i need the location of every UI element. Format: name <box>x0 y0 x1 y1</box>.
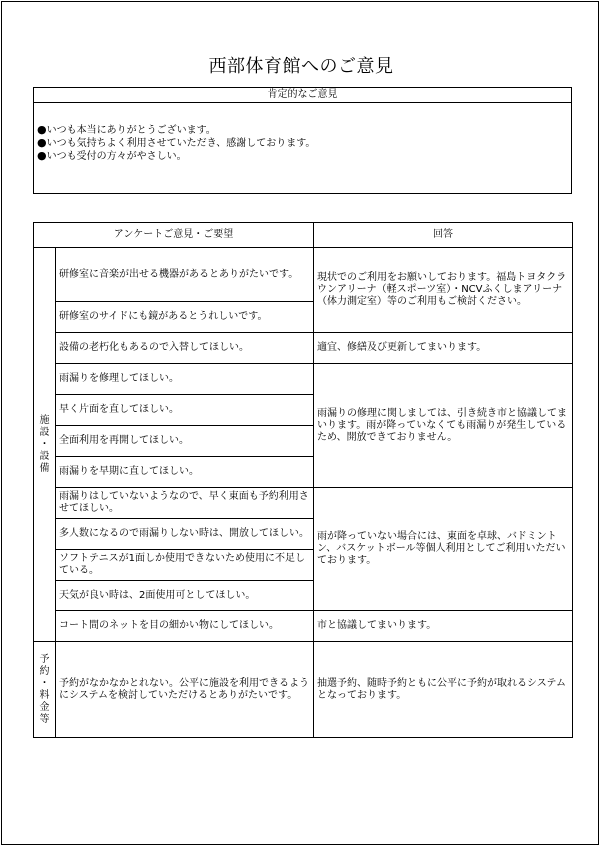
positive-feedback-header: 肯定的なご意見 <box>34 88 571 103</box>
request-cell: 天気が良い時は、2面使用可としてほしい。 <box>56 581 314 611</box>
answer-cell: 雨が降っていない場合には、東面を卓球、バドミントン、バスケットボール等個人利用としてご利用いただいております。 <box>314 488 573 611</box>
positive-feedback-list <box>34 103 571 163</box>
request-cell: 雨漏りはしていないようなので、早く東面も予約利用させてほしい。 <box>56 488 314 519</box>
request-cell: 雨漏りを修理してほしい。 <box>56 364 314 395</box>
table-row <box>34 611 573 642</box>
request-cell: 研修室に音楽が出せる機器があるとありがたいです。 <box>56 248 314 302</box>
positive-feedback-text: いつも受付の方々がやさしい。 <box>46 151 187 162</box>
positive-feedback-item <box>37 124 571 137</box>
request-cell: 設備の老朽化もあるので入替してほしい。 <box>56 333 314 364</box>
table-row <box>34 333 573 364</box>
positive-feedback-item <box>37 137 571 150</box>
answer-cell: 適宜、修繕及び更新してまいります。 <box>314 333 573 364</box>
request-cell: 多人数になるので雨漏りしない時は、開放してほしい。 <box>56 519 314 550</box>
request-cell: 予約がなかなかとれない。公平に施設を利用できるようにシステムを検討していただけるとありがたいです。 <box>56 642 314 738</box>
table-row <box>34 642 573 738</box>
table-row <box>34 364 573 395</box>
answer-cell: 雨漏りの修理に関しましては、引き続き市と協議してまいります。雨が降っていなくても雨漏りが発生しているため、開放できておりません。 <box>314 364 573 488</box>
category-reservation: 予 約 ・ 料 金 等 <box>34 642 56 738</box>
request-cell: ソフトテニスが1面しか使用できないため使用に不足している。 <box>56 550 314 581</box>
table-row <box>34 488 573 519</box>
survey-header-row <box>34 223 573 248</box>
request-cell: コート間のネットを目の細かい物にしてほしい。 <box>56 611 314 642</box>
answer-cell: 現状でのご利用をお願いしております。福島トヨタクラウンアリーナ（軽スポーツ室）・NCVふくしまアリーナ（体力測定室）等のご利用もご検討ください。 <box>314 248 573 333</box>
request-cell: 早く片面を直してほしい。 <box>56 395 314 426</box>
page-title: 西部体育館へのご意見 <box>208 56 394 77</box>
bullet-icon: ● <box>37 136 47 149</box>
request-cell: 全面利用を再開してほしい。 <box>56 426 314 457</box>
positive-feedback-text: いつも気持ちよく利用させていただき、感謝しております。 <box>46 138 316 149</box>
header-request: アンケートご意見・ご要望 <box>34 223 314 248</box>
answer-cell: 市と協議してまいります。 <box>314 611 573 642</box>
answer-cell: 抽選予約、随時予約ともに公平に予約が取れるシステムとなっております。 <box>314 642 573 738</box>
positive-feedback-item <box>37 150 571 163</box>
positive-feedback-text: いつも本当にありがとうございます。 <box>46 125 216 136</box>
request-cell: 雨漏りを早期に直してほしい。 <box>56 457 314 488</box>
category-facility: 施 設 ・ 設 備 <box>34 248 56 642</box>
survey-table <box>33 222 573 738</box>
request-cell: 研修室のサイドにも鏡があるとうれしいです。 <box>56 302 314 333</box>
bullet-icon: ● <box>37 149 47 162</box>
positive-feedback-box <box>33 87 572 194</box>
bullet-icon: ● <box>37 123 47 136</box>
table-row <box>34 248 573 302</box>
header-answer: 回答 <box>314 223 573 248</box>
